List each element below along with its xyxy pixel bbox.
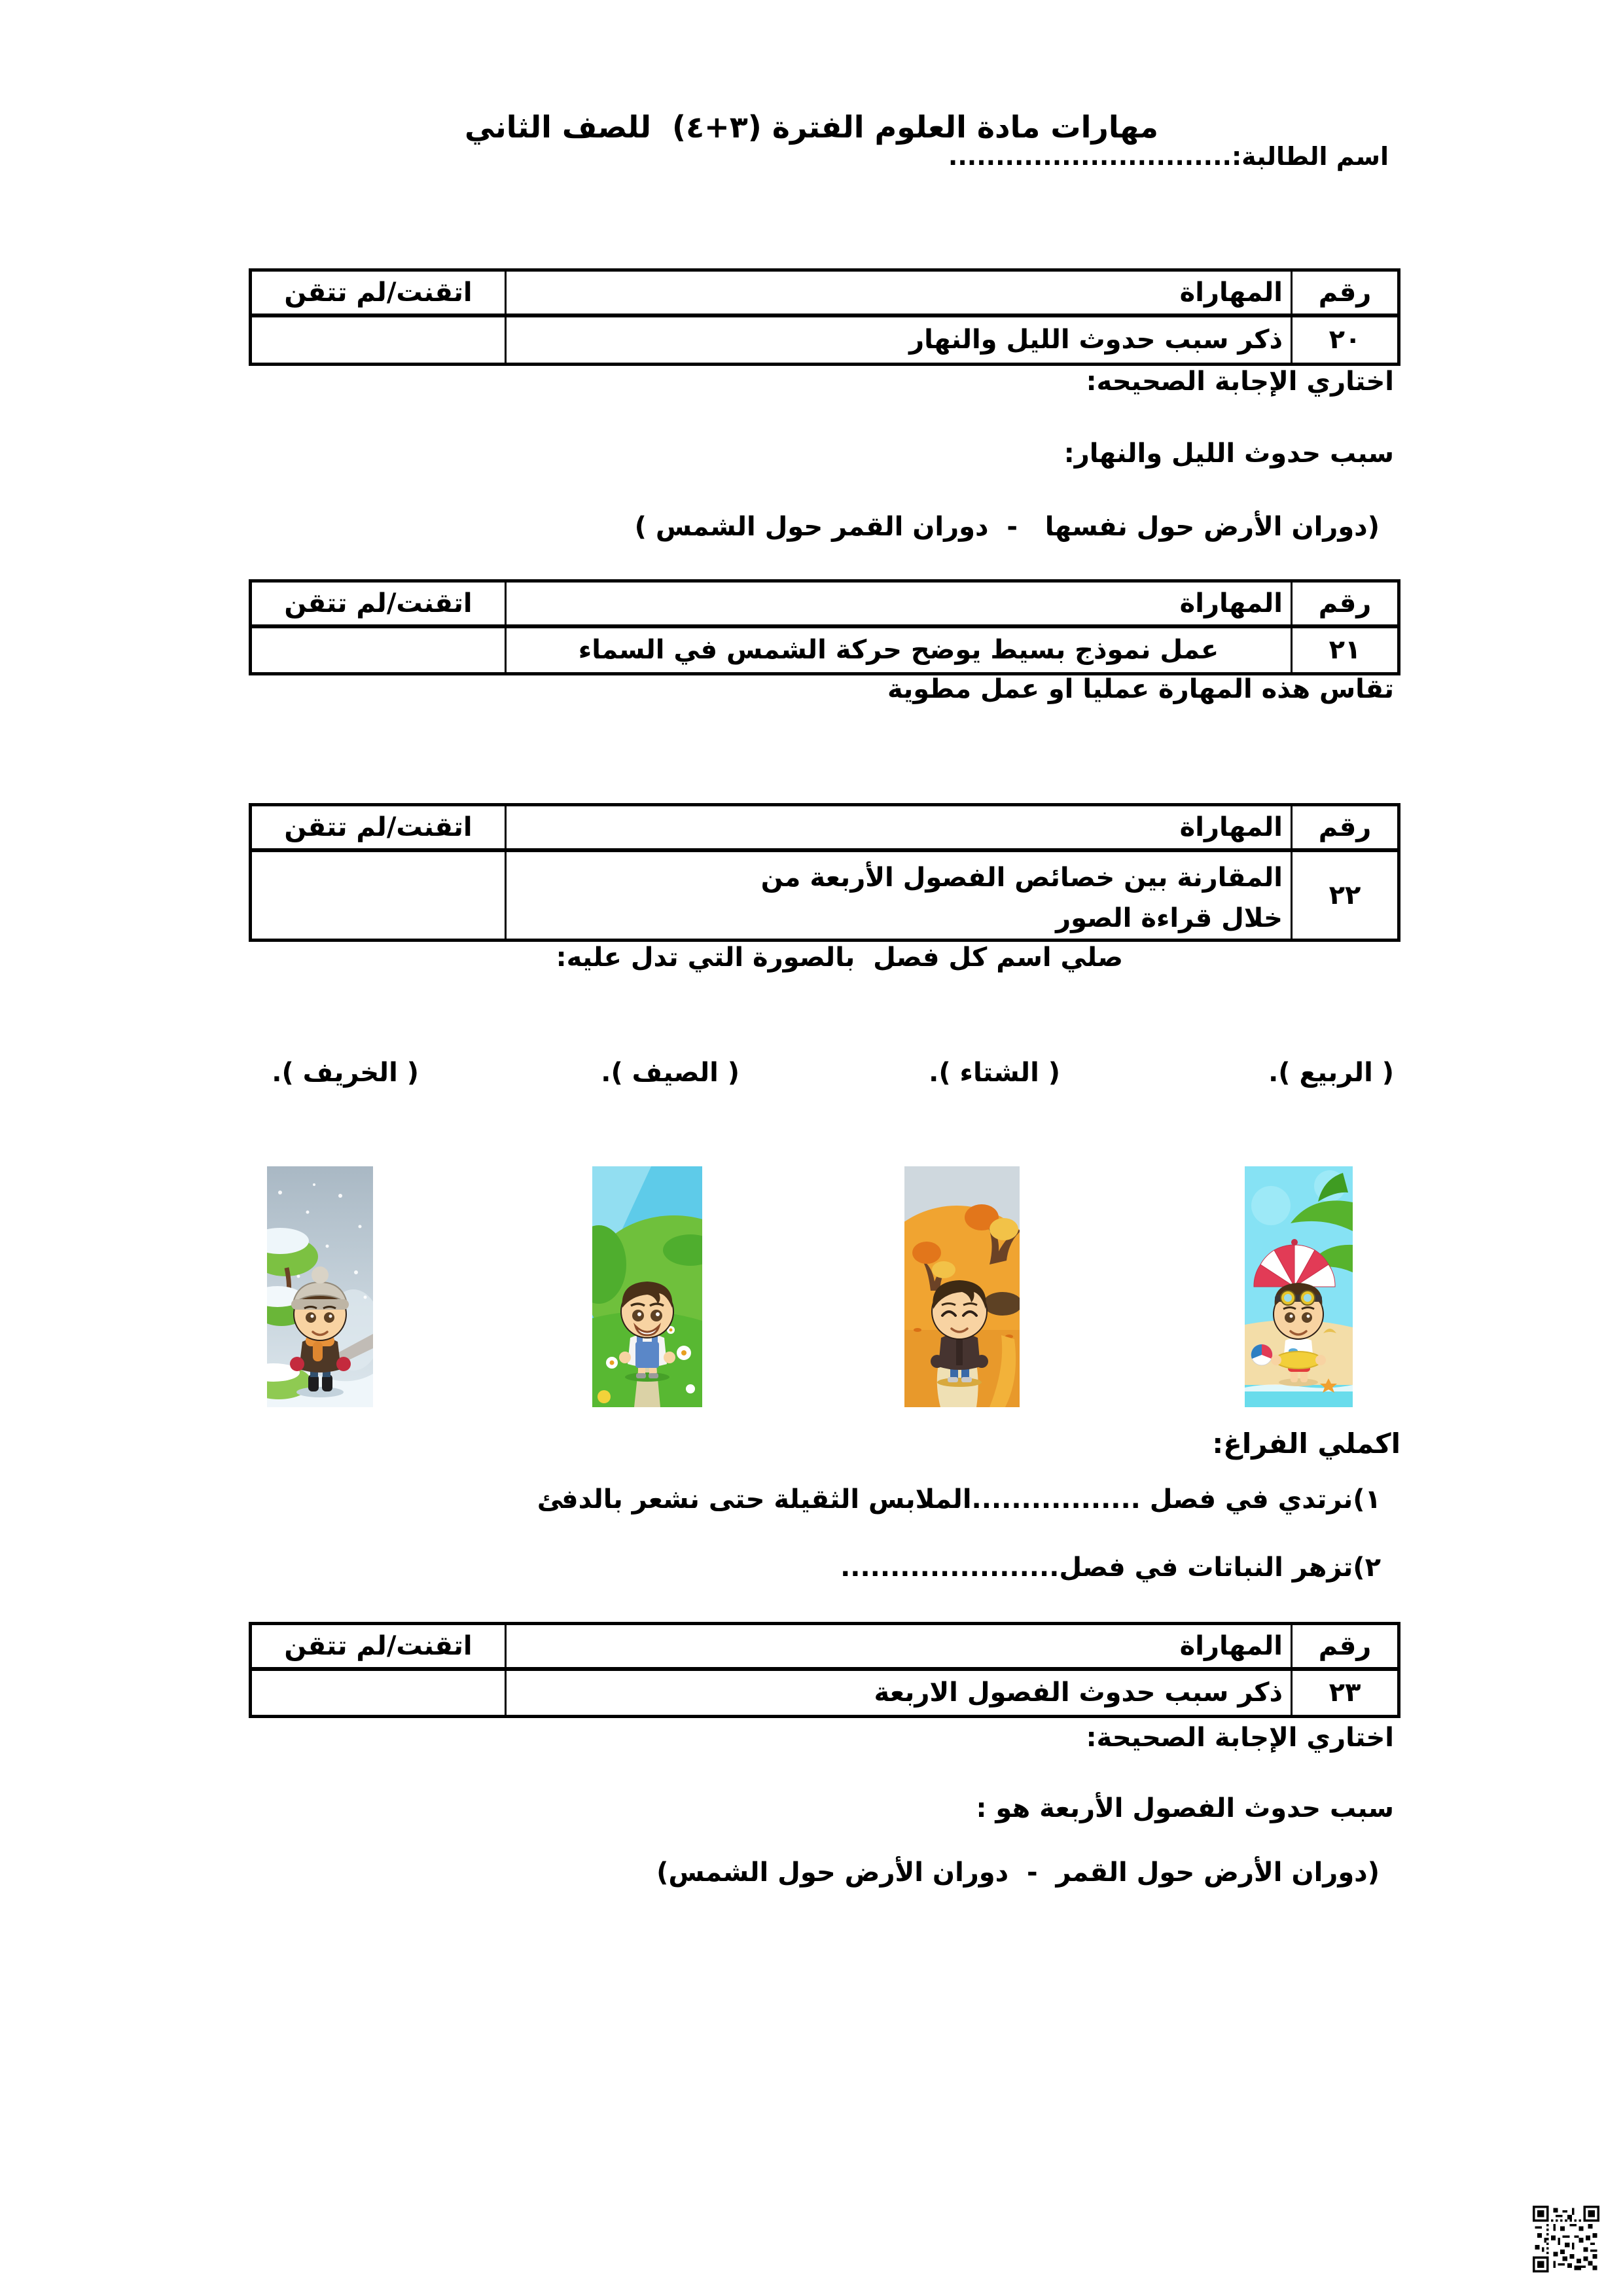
- mastery-cell: [251, 1669, 506, 1716]
- question-prompt-q20: سبب حدوث الليل والنهار:: [1063, 439, 1394, 469]
- table-row: [251, 315, 1399, 364]
- skill-table-20: [249, 268, 1400, 366]
- season-label-summer: ( الصيف ).: [601, 1058, 740, 1088]
- table-header-row: [251, 805, 1399, 851]
- col-header-mastery: اتقنت/لم تتقن: [251, 805, 506, 851]
- fill-blank-line-2: ٢)تزهر النباتات في فصل......................: [840, 1552, 1381, 1583]
- skill-table-23: [249, 1622, 1400, 1718]
- skill-table-22: [249, 803, 1400, 942]
- skill-title: عمل نموذج بسيط يوضح حركة الشمس في السماء: [506, 626, 1292, 673]
- col-header-number: رقم: [1292, 1624, 1399, 1670]
- table-header-row: [251, 581, 1399, 627]
- mastery-cell: [251, 315, 506, 364]
- col-header-skill: المهاراة: [506, 270, 1292, 316]
- table-header-row: [251, 270, 1399, 316]
- skill-title: ذكر سبب حدوث الليل والنهار: [506, 315, 1292, 364]
- table-row: [251, 850, 1399, 941]
- beach-ball: [1251, 1344, 1272, 1365]
- qr-code: [1533, 2206, 1599, 2272]
- col-header-mastery: اتقنت/لم تتقن: [251, 581, 506, 627]
- question-prompt-q23: سبب حدوث الفصول الأربعة هو :: [976, 1793, 1394, 1823]
- page-title: مهارات مادة العلوم الفترة (٣+٤) للصف الثاني: [464, 109, 1159, 145]
- skill-number: ٢٠: [1292, 315, 1399, 364]
- col-header-skill: المهاراة: [506, 1624, 1292, 1670]
- skill-number: ٢٣: [1292, 1669, 1399, 1716]
- season-label-winter: ( الشتاء ).: [929, 1058, 1060, 1088]
- season-label-autumn: ( الخريف ).: [272, 1058, 419, 1088]
- choose-answer-label-q23: اختاري الإجابة الصحيحة:: [1086, 1723, 1394, 1753]
- col-header-mastery: اتقنت/لم تتقن: [251, 1624, 506, 1670]
- skill-number: ٢٢: [1292, 850, 1399, 941]
- fill-blanks-heading: اكملي الفراغ:: [1212, 1427, 1400, 1460]
- skill-21-note: تقاس هذه المهارة عمليا او عمل مطوية: [887, 674, 1394, 704]
- spring-scene-image: [592, 1166, 702, 1407]
- answer-options-q20: (دوران الأرض حول نفسها - دوران القمر حول الشمس ): [634, 512, 1380, 542]
- summer-beach-scene-image: [1245, 1166, 1353, 1407]
- col-header-number: رقم: [1292, 581, 1399, 627]
- mastery-cell: [251, 850, 506, 941]
- skill-title: ذكر سبب حدوث الفصول الاربعة: [506, 1669, 1292, 1716]
- table-row: [251, 1669, 1399, 1716]
- col-header-number: رقم: [1292, 805, 1399, 851]
- col-header-number: رقم: [1292, 270, 1399, 316]
- col-header-skill: المهاراة: [506, 581, 1292, 627]
- student-name-line: اسم الطالبة:..............................: [948, 142, 1389, 171]
- col-header-mastery: اتقنت/لم تتقن: [251, 270, 506, 316]
- answer-options-q23: (دوران الأرض حول القمر - دوران الأرض حول الشمس): [656, 1857, 1380, 1888]
- table-row: [251, 626, 1399, 673]
- match-instruction: صلي اسم كل فصل بالصورة التي تدل عليه:: [556, 942, 1123, 973]
- col-header-skill: المهاراة: [506, 805, 1292, 851]
- choose-answer-label-q20: اختاري الإجابة الصحيحه:: [1086, 367, 1394, 397]
- autumn-scene-image: [904, 1166, 1020, 1407]
- skill-number: ٢١: [1292, 626, 1399, 673]
- season-label-spring: ( الربيع ).: [1268, 1058, 1394, 1088]
- mastery-cell: [251, 626, 506, 673]
- table-header-row: [251, 1624, 1399, 1670]
- skill-title: المقارنة بين خصائص الفصول الأربعة من خلال قراءة الصور: [506, 850, 1292, 941]
- fill-blank-line-1: ١)نرتدي في فصل .................الملابس الثقيلة حتى نشعر بالدفئ: [537, 1484, 1381, 1515]
- skill-table-21: [249, 579, 1400, 675]
- winter-snow-scene-image: [267, 1166, 373, 1407]
